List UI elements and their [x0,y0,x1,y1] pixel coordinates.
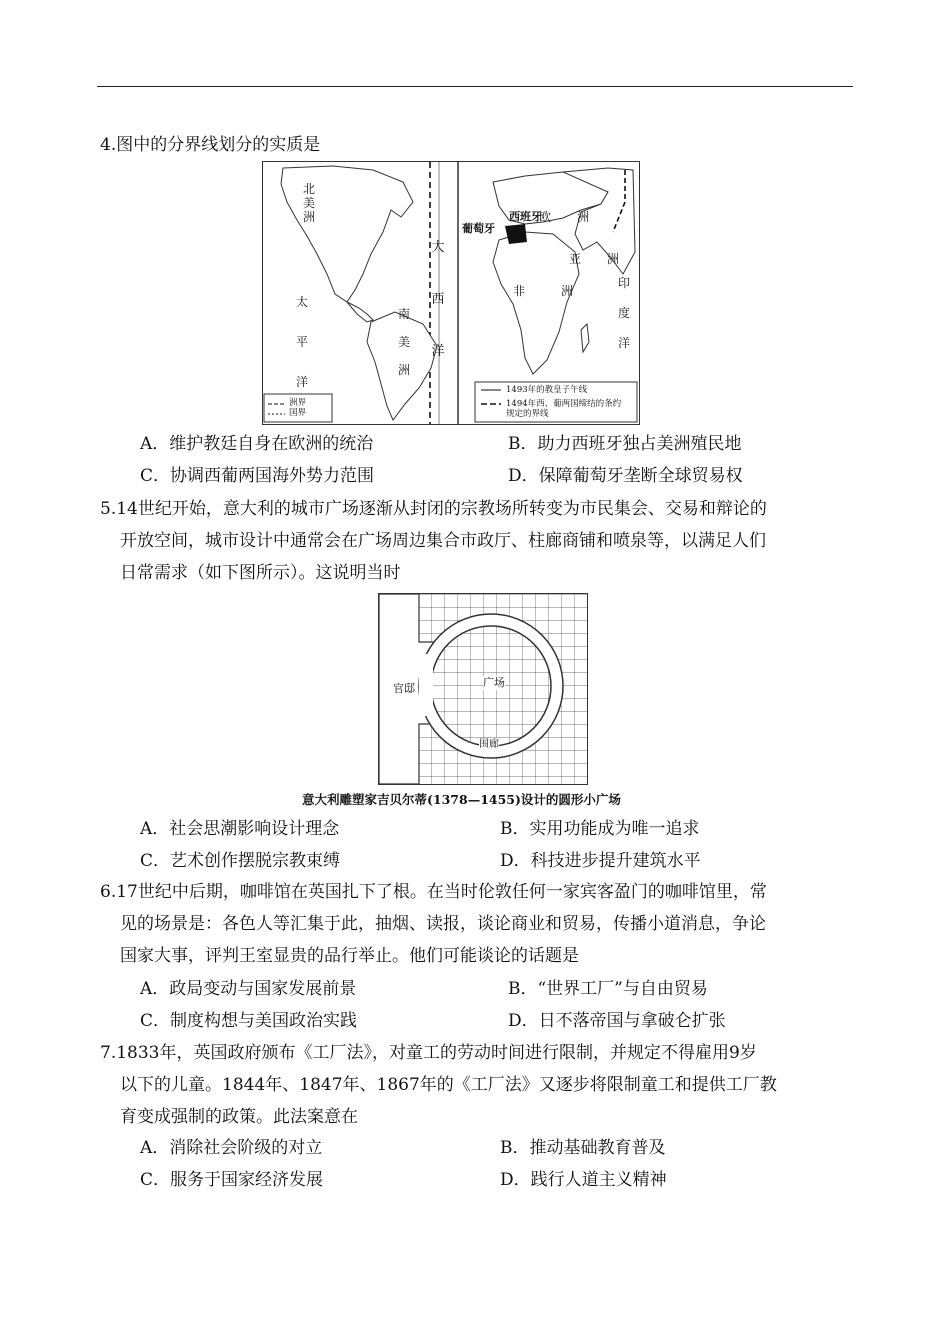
q4-option-a[interactable]: A．维护教廷自身在欧洲的统治 [140,434,374,454]
q6-option-c[interactable]: C．制度构想与美国政治实践 [140,1011,358,1031]
q4-option-b[interactable]: B．助力西班牙独占美洲殖民地 [508,434,742,454]
question-4-stem: 4.图中的分界线划分的实质是 [100,135,321,155]
question-6-stem: 6.17世纪中后期，咖啡馆在英国扎下了根。在当时伦敦任何一家宾客盈门的咖啡馆里，常 见的场景是：各色人等汇集于此，抽烟、读报，谈论商业和贸易，传播小道消息，争论 国家大事，评判王室显贵的品行举止。他们可能谈论的话题是 [100,882,767,966]
label-asia: 亚洲 [569,252,646,266]
label-africa: 非洲 [513,284,610,298]
legend-treaty-line-1: 1494年西、葡两国缔结的条约 [506,399,622,409]
legend-treaty-line-2: 规定的界线 [506,409,549,419]
label-pacific: 太平洋 [295,295,308,389]
q5-option-c[interactable]: C．艺术创作摆脱宗教束缚 [140,851,341,871]
q7-option-c[interactable]: C．服务于国家经济发展 [140,1170,324,1190]
q5-option-a[interactable]: A．社会思潮影响设计理念 [140,819,340,839]
label-spain: 西班牙 [509,210,542,223]
q7-option-d[interactable]: D．践行人道主义精神 [500,1170,667,1190]
legend-country-boundary: 国界 [289,408,307,418]
label-indian-ocean: 印度洋 [617,276,630,350]
q6-option-a[interactable]: A．政局变动与国家发展前景 [140,979,357,999]
question-5-stem: 5.14世纪开始，意大利的城市广场逐渐从封闭的宗教场所转变为市民集会、交易和辩论的 开放空间，城市设计中通常会在广场周边集合市政厅、柱廊商铺和喷泉等，以满足人们 日常需求（如下图所示）。这说明当时 [100,499,767,583]
q5-option-d[interactable]: D．科技进步提升建筑水平 [500,851,701,871]
q6-option-d[interactable]: D．日不落帝国与拿破仑扩张 [508,1011,726,1031]
label-europe: 欧洲 [539,210,616,224]
q4-option-c[interactable]: C．协调西葡两国海外势力范围 [140,466,375,486]
q5-option-b[interactable]: B．实用功能成为唯一追求 [500,819,700,839]
plaza-caption: 意大利雕塑家吉贝尔蒂(1378—1455)设计的圆形小广场 [302,792,621,807]
legend-papal-meridian: 1493年的教皇子午线 [506,385,588,395]
plaza-label-hall: 官邸 [393,682,415,695]
label-north-america: 北美洲 [303,182,318,224]
label-atlantic: 大西洋 [431,240,445,359]
map-figure [262,161,646,425]
question-7-stem: 7.1833年，英国政府颁布《工厂法》，对童工的劳动时间进行限制，并规定不得雇用9岁 以下的儿童。1844年、1847年、1867年的《工厂法》又逐步将限制童工和提供工厂教 育变成强制的政策。此法案意在 [100,1043,777,1127]
q4-option-d[interactable]: D．保障葡萄牙垄断全球贸易权 [508,466,743,486]
q6-option-b[interactable]: B．“世界工厂”与自由贸易 [508,979,708,999]
label-portugal: 葡萄牙 [462,222,495,235]
plaza-label-colonnade: 围廊 [479,739,499,750]
plaza-label-square: 广场 [483,676,505,689]
q7-option-a[interactable]: A．消除社会阶级的对立 [140,1138,323,1158]
label-south-america: 南美洲 [397,307,410,377]
legend-continent-boundary: 洲界 [289,398,307,408]
header-rule [97,86,853,87]
plaza-figure [378,593,588,785]
q7-option-b[interactable]: B．推动基础教育普及 [500,1138,666,1158]
